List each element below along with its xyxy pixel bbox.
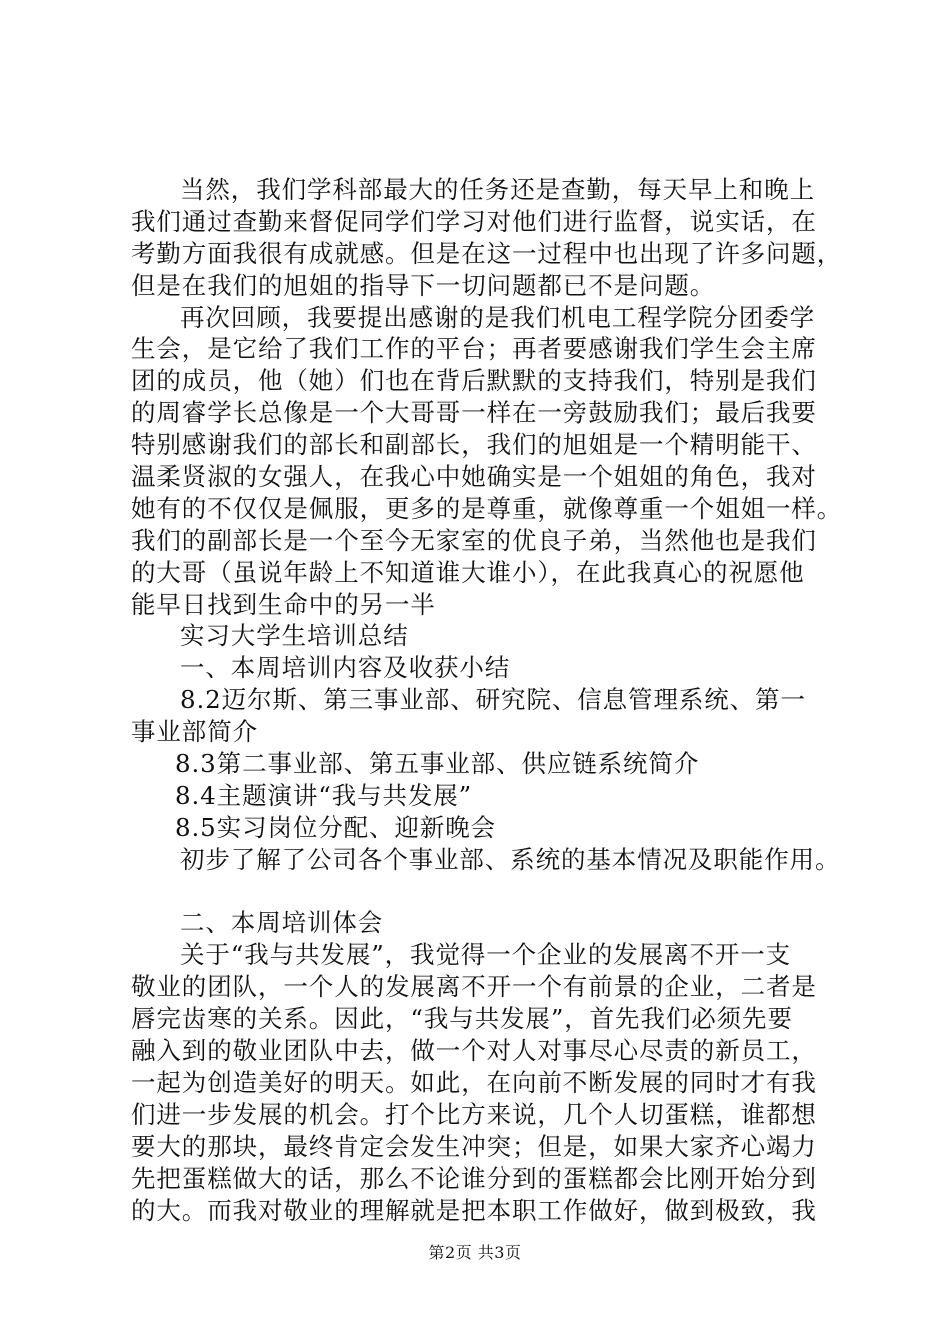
paragraph-line: 敬业的团队，一个人的发展离不开一个有前景的企业，二者是 bbox=[131, 972, 817, 1002]
paragraph-line: 团的成员，他（她）们也在背后默默的支持我们，特别是我们 bbox=[131, 366, 817, 396]
document-body bbox=[131, 174, 843, 1226]
paragraph-line: 我们的副部长是一个至今无家室的优良子弟，当然他也是我们 bbox=[131, 525, 817, 555]
paragraph-line: 唇完齿寒的关系。因此，“我与共发展”，首先我们必须先要 bbox=[131, 1004, 793, 1034]
blank-line bbox=[131, 876, 831, 908]
paragraph-line: 她有的不仅仅是佩服，更多的是尊重，就像尊重一个姐姐一样。 bbox=[131, 493, 843, 523]
paragraph-line: 一起为创造美好的明天。如此，在向前不断发展的同时才有我 bbox=[131, 1067, 817, 1097]
paragraph-line: 融入到的敬业团队中去，做一个对人对事尽心尽责的新员工， bbox=[131, 1036, 817, 1066]
list-item: 8.3第二事业部、第五事业部、供应链系统简介 bbox=[175, 749, 700, 779]
page-footer: 第2页 共3页 bbox=[428, 1243, 522, 1262]
paragraph-line: 但是在我们的旭姐的指导下一切问题都已不是问题。 bbox=[131, 270, 716, 300]
paragraph-line: 的大。而我对敬业的理解就是把本职工作做好，做到极致，我 bbox=[131, 1195, 817, 1225]
section-heading: 一、本周培训内容及收获小结 bbox=[180, 653, 511, 683]
paragraph-line: 要大的那块，最终肯定会发生冲突；但是，如果大家齐心竭力 bbox=[131, 1131, 817, 1161]
list-item: 8.2迈尔斯、第三事业部、研究院、信息管理系统、第一 bbox=[180, 685, 806, 715]
paragraph-line: 再次回顾，我要提出感谢的是我们机电工程学院分团委学 bbox=[180, 302, 815, 332]
paragraph-line: 关于“我与共发展”，我觉得一个企业的发展离不开一支 bbox=[180, 940, 792, 970]
paragraph-line: 特别感谢我们的部长和副部长，我们的旭姐是一个精明能干、 bbox=[131, 430, 817, 460]
paragraph-line: 先把蛋糕做大的话，那么不论谁分到的蛋糕都会比刚开始分到 bbox=[131, 1163, 817, 1193]
list-item-continuation: 事业部简介 bbox=[131, 717, 258, 747]
paragraph-line: 温柔贤淑的女强人，在我心中她确实是一个姐姐的角色，我对 bbox=[131, 462, 817, 492]
paragraph-line: 初步了解了公司各个事业部、系统的基本情况及职能作用。 bbox=[180, 844, 841, 874]
section-heading: 二、本周培训体会 bbox=[180, 908, 384, 938]
paragraph-line: 们进一步发展的机会。打个比方来说，几个人切蛋糕，谁都想 bbox=[131, 1099, 817, 1129]
paragraph-line: 能早日找到生命中的另一半 bbox=[131, 589, 436, 619]
paragraph-line: 考勤方面我很有成就感。但是在这一过程中也出现了许多问题， bbox=[131, 238, 843, 268]
paragraph-line: 当然，我们学科部最大的任务还是查勤，每天早上和晚上 bbox=[180, 175, 815, 204]
list-item: 8.4主题演讲“我与共发展” bbox=[175, 780, 473, 810]
paragraph-line: 的大哥（虽说年龄上不知道谁大谁小），在此我真心的祝愿他 bbox=[131, 557, 805, 587]
paragraph-line: 我们通过查勤来督促同学们学习对他们进行监督，说实话，在 bbox=[131, 206, 817, 236]
paragraph-line: 的周睿学长总像是一个大哥哥一样在一旁鼓励我们；最后我要 bbox=[131, 398, 817, 428]
section-title: 实习大学生培训总结 bbox=[180, 621, 409, 651]
paragraph-line: 生会，是它给了我们工作的平台；再者要感谢我们学生会主席 bbox=[131, 334, 817, 364]
list-item: 8.5实习岗位分配、迎新晚会 bbox=[175, 812, 497, 842]
